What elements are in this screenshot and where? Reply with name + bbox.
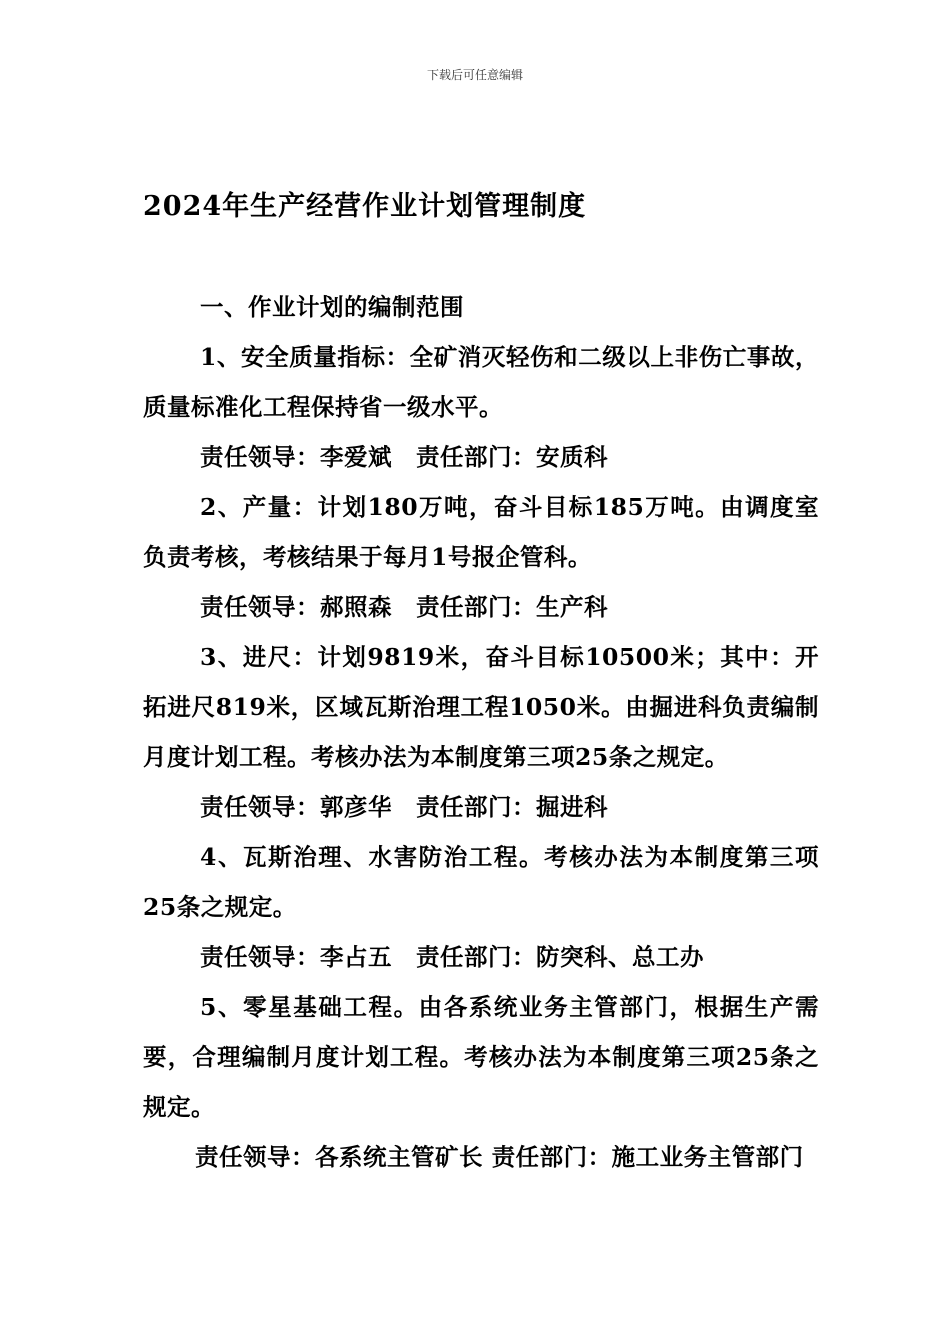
item-4-responsibility: 责任领导：李占五 责任部门：防突科、总工办 <box>200 943 704 971</box>
item-1-responsibility: 责任领导：李爱斌 责任部门：安质科 <box>200 443 608 471</box>
item-1-safety-quality: 1、安全质量指标：全矿消灭轻伤和二级以上非伤亡事故，质量标准化工程保持省一级水平。 <box>143 343 819 421</box>
page-header-note: 下载后可任意编辑 <box>426 68 523 82</box>
item-2-responsibility: 责任领导：郝照森 责任部门：生产科 <box>200 593 608 621</box>
item-4-gas-water: 4、瓦斯治理、水害防治工程。考核办法为本制度第三项25条之规定。 <box>143 843 819 921</box>
document-title: 2024年生产经营作业计划管理制度 <box>143 191 587 222</box>
section-heading-scope: 一、作业计划的编制范围 <box>200 293 464 321</box>
item-2-output: 2、产量：计划180万吨，奋斗目标185万吨。由调度室负责考核，考核结果于每月1号报企管科。 <box>143 493 819 571</box>
item-3-footage: 3、进尺：计划9819米，奋斗目标10500米；其中：开拓进尺819米，区域瓦斯治理工程1050米。由掘进科负责编制月度计划工程。考核办法为本制度第三项25条之规定。 <box>143 643 819 771</box>
item-3-responsibility: 责任领导：郭彦华 责任部门：掘进科 <box>200 793 608 821</box>
document-body <box>143 282 819 1182</box>
item-5-basic-works: 5、零星基础工程。由各系统业务主管部门，根据生产需要，合理编制月度计划工程。考核办法为本制度第三项25条之规定。 <box>143 993 819 1121</box>
item-5-responsibility: 责任领导：各系统主管矿长 责任部门：施工业务主管部门 <box>195 1143 804 1171</box>
